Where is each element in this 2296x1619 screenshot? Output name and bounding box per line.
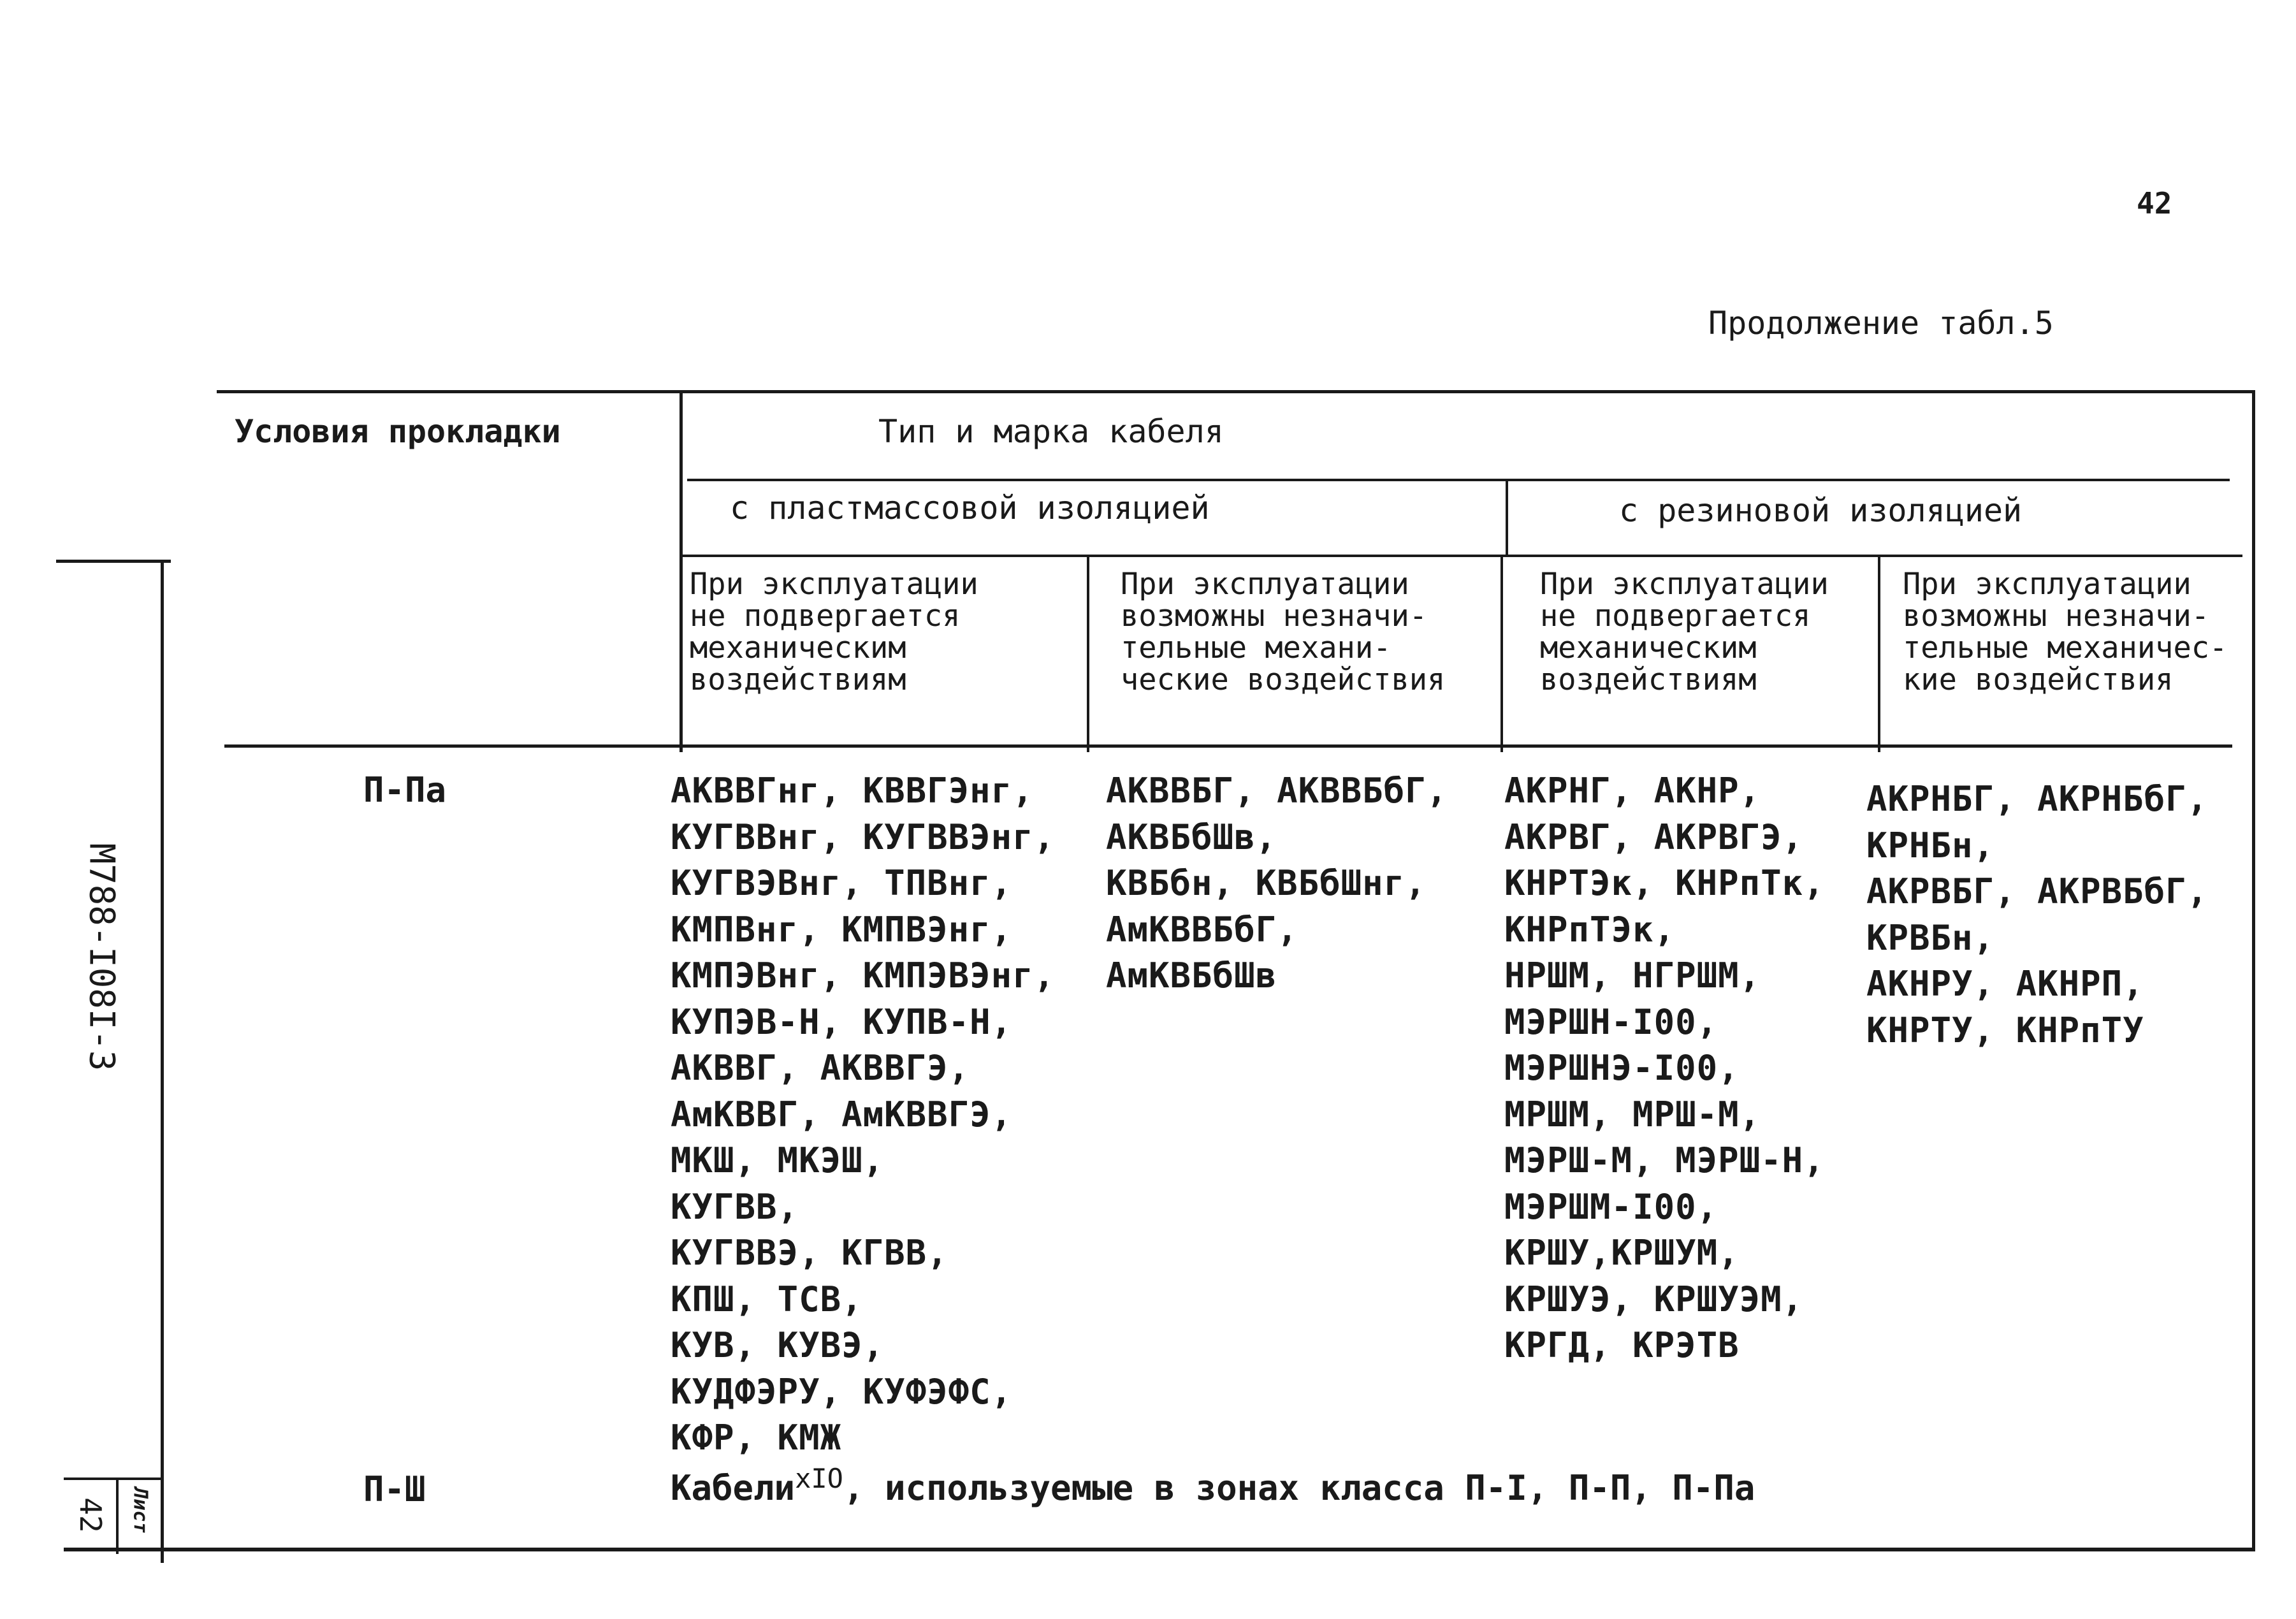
- row-condition-label: П-Па: [363, 770, 447, 810]
- subcol-divider-2: [1500, 555, 1503, 752]
- group-divider: [1506, 479, 1508, 556]
- subheader-plastic-mech: При эксплуатации возможны незначи- тельные механи- ческие воздействия: [1121, 567, 1446, 697]
- conditions-header: Условия прокладки: [235, 413, 561, 450]
- margin-stamp-top: [64, 1477, 163, 1480]
- continuation-caption: Продолжение табл.5: [1708, 305, 2054, 342]
- margin-stamp-divider: [116, 1477, 119, 1554]
- cable-list-rubber-mech: АКРНБГ, АКРНБбГ, КРНБн, АКРВБГ, АКРВБбГ, КРВБн, АКНРУ, АКНРП, КНРТУ, КНРпТУ: [1866, 779, 2209, 1050]
- subheader-rubber-no-mech: При эксплуатации не подвергается механическим воздействиям: [1540, 567, 1829, 697]
- row-condition-label: П-Ш: [363, 1469, 426, 1509]
- subheader-rule: [679, 555, 2242, 557]
- table-right-border: [2252, 390, 2255, 1549]
- subheader-plastic-no-mech: При эксплуатации не подвергается механическим воздействиям: [690, 567, 978, 697]
- side-sheet-number: 42: [73, 1497, 108, 1533]
- header-bottom-rule: [224, 744, 2232, 748]
- footer-prefix: Кабели: [671, 1468, 796, 1508]
- footer-note: [671, 1463, 1755, 1508]
- rubber-insulation-header: с резиновой изоляцией: [1619, 492, 2023, 529]
- conditions-column-divider: [679, 390, 683, 752]
- subcol-divider-1: [1087, 555, 1089, 752]
- margin-top-rule: [56, 560, 171, 563]
- cable-list-rubber-no-mech: АКРНГ, АКНР, АКРВГ, АКРВГЭ, КНРТЭк, КНРпТк, КНРпТЭк, НРШМ, НГРШМ, МЭРШН-І00, МЭРШНЭ-І00, МРШМ, МРШ-М, МЭРШ-М, МЭРШ-Н, МЭРШМ-І00, КРШУ,КРШУМ, КРШУЭ, КРШУЭМ, КРГД, КРЭТВ: [1504, 771, 1825, 1365]
- table-bottom-rule: [64, 1548, 2255, 1551]
- table-top-rule: [217, 390, 2255, 393]
- margin-frame-vertical: [161, 560, 164, 1563]
- page-number: 42: [2137, 186, 2172, 221]
- subcol-divider-3: [1878, 555, 1880, 752]
- side-stamp-label: Лист: [129, 1487, 152, 1534]
- cable-list-plastic-no-mech: АКВВГнг, КВВГЭнг, КУГВВнг, КУГВВЭнг, КУГВЭВнг, ТПВнг, КМПВнг, КМПВЭнг, КМПЭВнг, КМПЭВЭнг, КУПЭВ-Н, КУПВ-Н, АКВВГ, АКВВГЭ, АмКВВГ, АмКВВГЭ, МКШ, МКЭШ, КУГВВ, КУГВВЭ, КГВВ, КПШ, ТСВ, КУВ, КУВЭ, КУДФЭРУ, КУФЭФС, КФР, КМЖ: [671, 771, 1056, 1458]
- plastic-insulation-header: с пластмассовой изоляцией: [730, 490, 1210, 526]
- type-group-rule: [687, 479, 2230, 481]
- cable-type-header: Тип и марка кабеля: [878, 413, 1224, 450]
- subheader-rubber-mech: При эксплуатации возможны незначи- тельные механичес- кие воздействия: [1903, 567, 2228, 697]
- footer-suffix: , используемые в зонах класса П-І, П-П, П-Па: [843, 1468, 1755, 1508]
- cable-list-plastic-mech: АКВВБГ, АКВВБбГ, АКВБбШв, КВБбн, КВБбШнг, АмКВВБбГ, АмКВБбШв: [1106, 771, 1448, 996]
- footer-superscript: хІО: [795, 1463, 843, 1494]
- document-code: М788-І08І-3: [82, 843, 122, 1071]
